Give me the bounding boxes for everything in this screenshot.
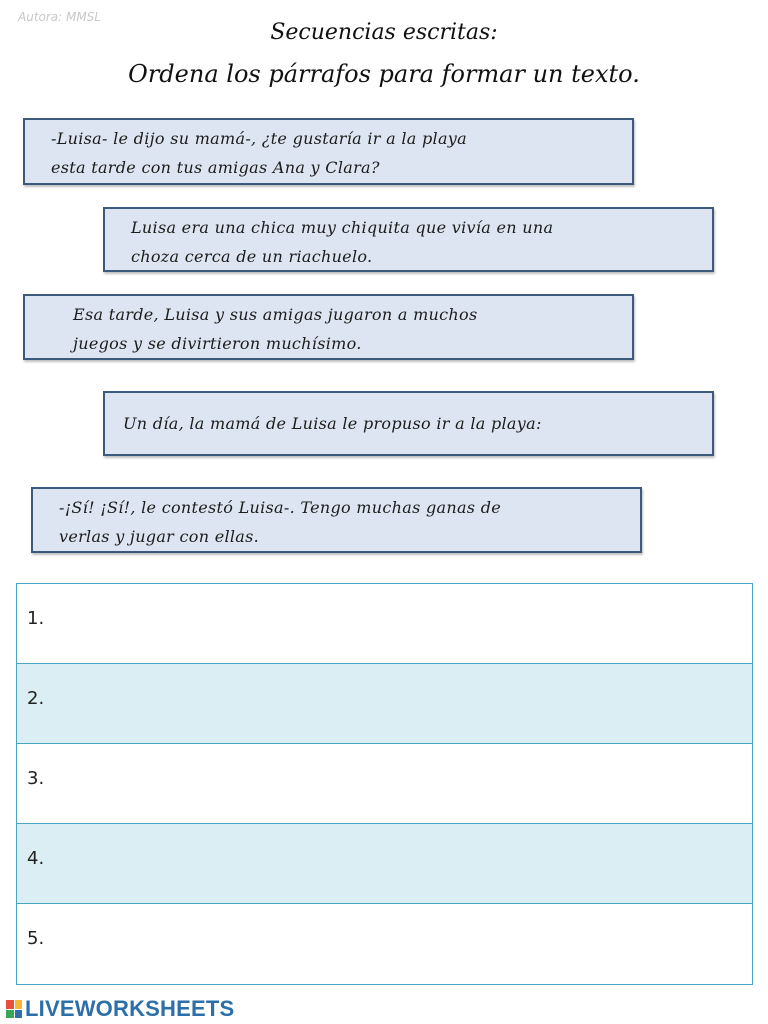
paragraph-card[interactable] xyxy=(103,391,714,456)
paragraph-line: -Luisa- le dijo su mamá-, ¿te gustaría ir a la playa xyxy=(51,129,467,148)
paragraph-card[interactable] xyxy=(103,207,714,272)
logo-square xyxy=(6,1000,14,1009)
paragraph-line: choza cerca de un riachuelo. xyxy=(131,247,373,266)
paragraph-line: -¡Sí! ¡Sí!, le contestó Luisa-. Tengo muchas ganas de xyxy=(59,498,502,517)
liveworksheets-logo-icon xyxy=(6,1000,22,1018)
paragraph-card[interactable] xyxy=(23,118,634,185)
logo-text: LIVEWORKSHEETS xyxy=(25,996,235,1021)
answer-number: 2. xyxy=(27,688,45,709)
answer-number: 5. xyxy=(27,928,45,949)
answer-number: 4. xyxy=(27,848,45,869)
answer-slot-4[interactable] xyxy=(17,824,752,904)
answer-number: 3. xyxy=(27,768,45,789)
logo-square xyxy=(15,1000,23,1009)
worksheet-instructions: Ordena los párrafos para formar un texto. xyxy=(128,60,640,88)
liveworksheets-logo[interactable] xyxy=(6,996,234,1022)
paragraph-card[interactable] xyxy=(31,487,642,553)
paragraph-line: Un día, la mamá de Luisa le propuso ir a la playa: xyxy=(123,414,542,433)
paragraph-card[interactable] xyxy=(23,294,634,360)
paragraph-line: esta tarde con tus amigas Ana y Clara? xyxy=(51,158,380,177)
logo-square xyxy=(6,1010,14,1019)
worksheet-title: Secuencias escritas: xyxy=(270,20,498,45)
paragraph-line: Luisa era una chica muy chiquita que vivía en una xyxy=(131,218,554,237)
paragraph-line: Esa tarde, Luisa y sus amigas jugaron a muchos xyxy=(73,305,478,324)
answer-number: 1. xyxy=(27,608,45,629)
answer-slot-3[interactable] xyxy=(17,744,752,824)
answer-slot-1[interactable] xyxy=(17,584,752,664)
answer-slot-2[interactable] xyxy=(17,664,752,744)
author-credit: Autora: MMSL xyxy=(18,10,102,24)
answer-slot-5[interactable] xyxy=(17,904,752,984)
paragraph-line: verlas y jugar con ellas. xyxy=(59,527,260,546)
logo-square xyxy=(15,1010,23,1019)
answer-table xyxy=(16,583,753,985)
paragraph-line: juegos y se divirtieron muchísimo. xyxy=(73,334,362,353)
